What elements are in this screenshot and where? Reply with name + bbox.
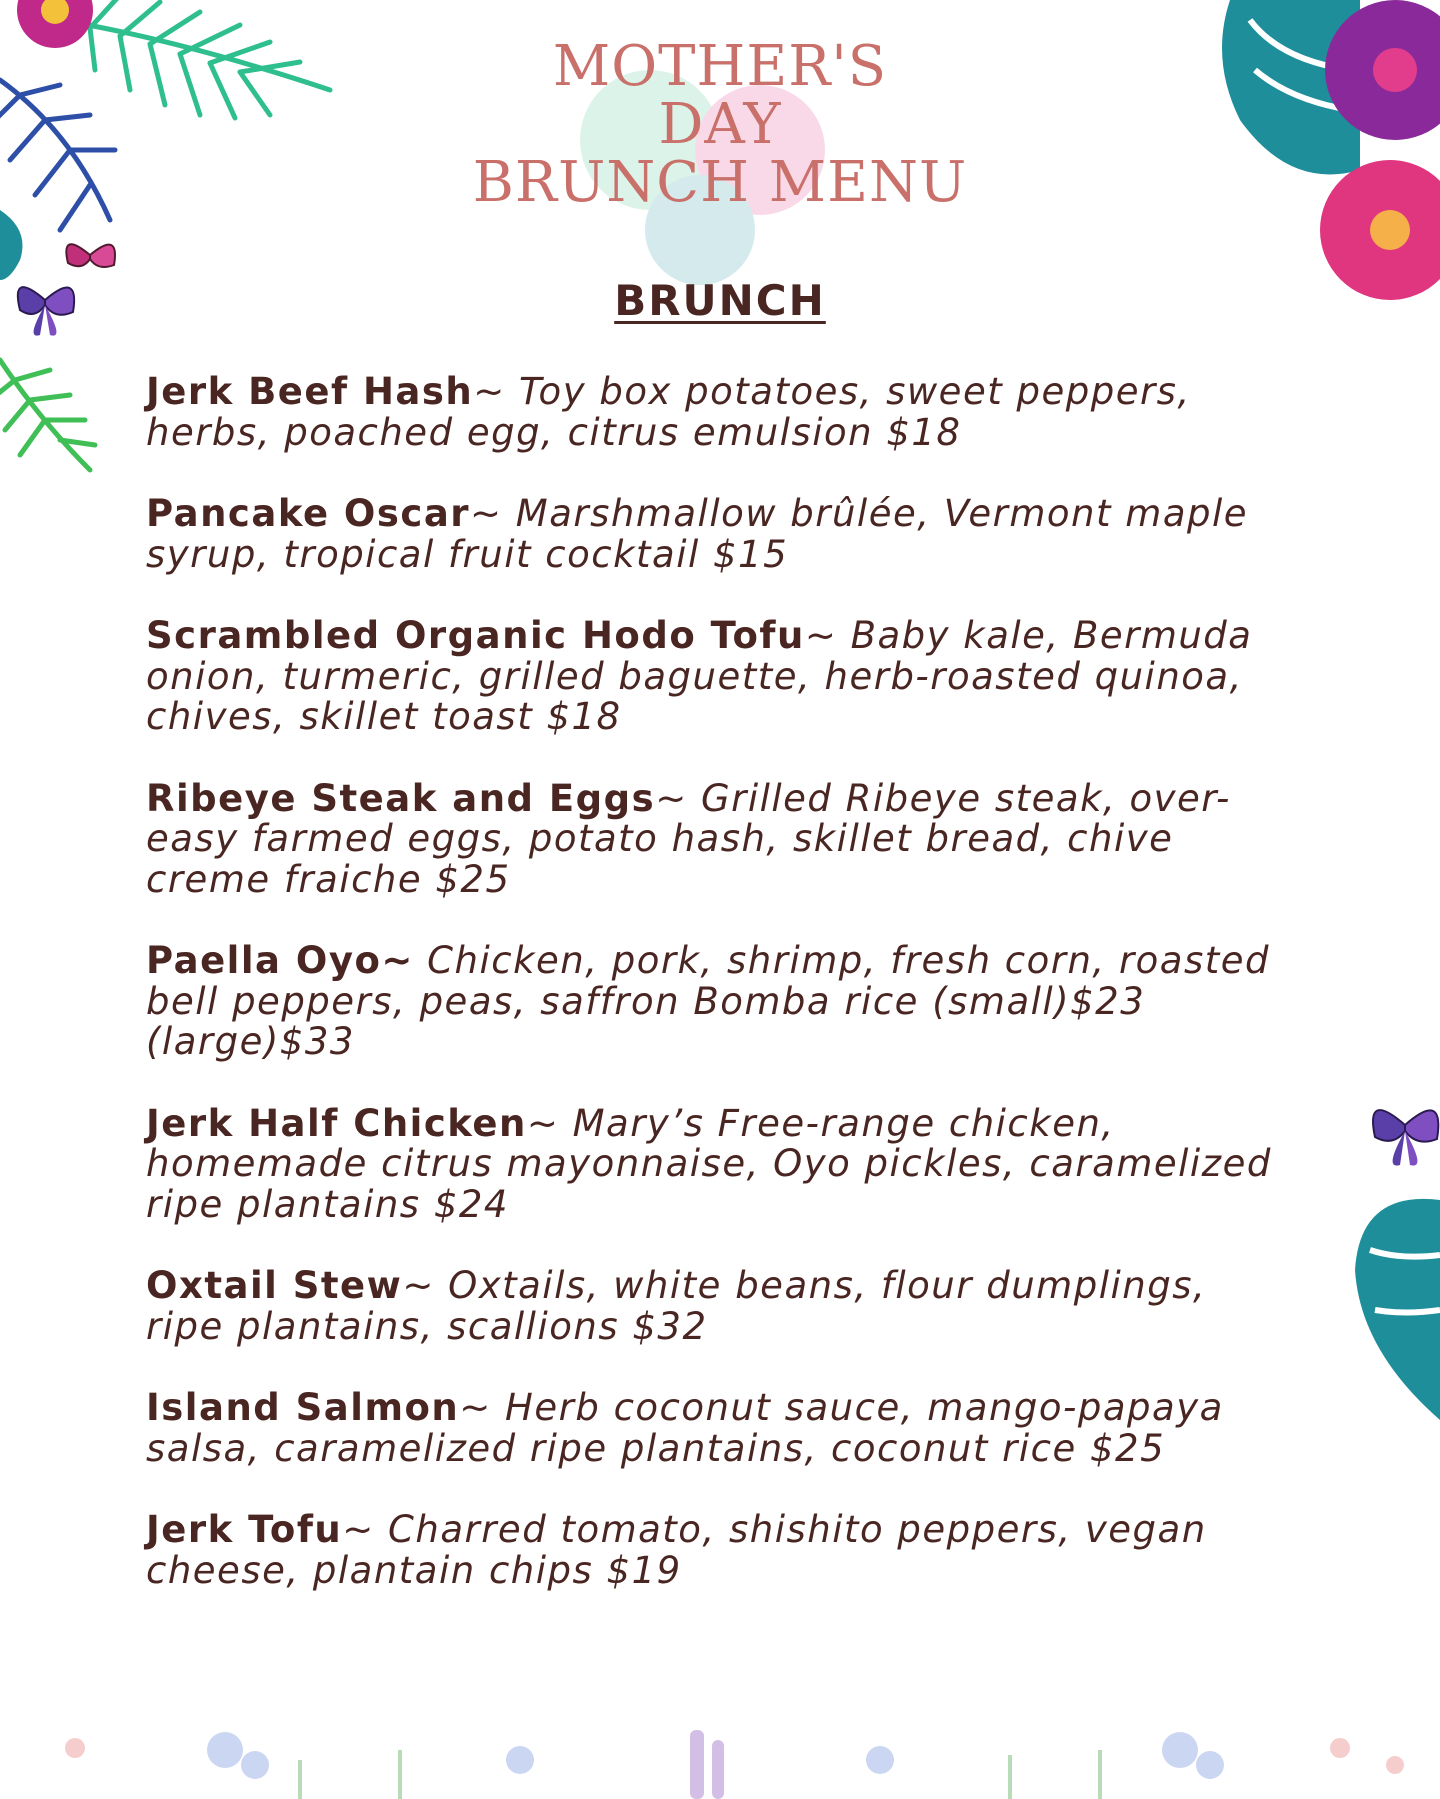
right-foliage <box>1350 1080 1440 1430</box>
menu-item-description: ~ Grilled Ribeye steak, over-easy farmed eggs, potato hash, skillet bread, chive creme fraiche $25 <box>146 776 1231 901</box>
menu-item-name: Jerk Half Chicken <box>146 1101 527 1145</box>
menu-item-description: ~ Herb coconut sauce, mango-papaya salsa, caramelized ripe plantains, coconut rice $25 <box>146 1386 1224 1470</box>
menu-title <box>0 34 1440 215</box>
menu-item-description: ~ Baby kale, Bermuda onion, turmeric, grilled baguette, herb-roasted quinoa, chives, skillet toast $18 <box>146 614 1253 738</box>
section-heading: BRUNCH <box>614 276 826 325</box>
menu-item-name: Pancake Oscar <box>146 492 471 535</box>
menu-item-name: Ribeye Steak and Eggs <box>146 776 656 820</box>
menu-item-name: Jerk Beef Hash <box>146 370 474 413</box>
menu-item <box>146 1388 1296 1469</box>
menu-item <box>146 776 1296 901</box>
menu-list <box>146 372 1296 1632</box>
menu-item <box>146 1510 1296 1591</box>
menu-item-description: ~ Toy box potatoes, sweet peppers, herbs, poached egg, citrus emulsion $18 <box>146 370 1191 454</box>
menu-item-name: Oxtail Stew <box>146 1264 403 1307</box>
menu-item-description: ~ Mary’s Free-range chicken, homemade citrus mayonnaise, Oyo pickles, caramelized ripe plantains $24 <box>146 1101 1272 1226</box>
monstera-leaf-icon <box>0 210 23 280</box>
butterfly-pink-icon <box>66 244 115 267</box>
wildflower-border <box>0 1720 1440 1799</box>
menu-item <box>146 372 1296 453</box>
menu-item-name: Jerk Tofu <box>146 1508 343 1551</box>
menu-item-name: Paella Oyo~ <box>146 939 414 982</box>
palm-leaf-small-icon <box>0 360 95 470</box>
menu-item-description: Chicken, pork, shrimp, fresh corn, roasted bell peppers, peas, saffron Bomba rice (small)$23 (large)$33 <box>146 939 1271 1063</box>
menu-item-name: Island Salmon <box>146 1386 460 1429</box>
menu-item-description: ~ Marshmallow brûlée, Vermont maple syrup, tropical fruit cocktail $15 <box>146 492 1249 576</box>
menu-title-line-3: BRUNCH MENU <box>472 150 968 215</box>
menu-item <box>146 1101 1296 1226</box>
butterfly-icon <box>1373 1110 1438 1166</box>
menu-item <box>146 1266 1296 1347</box>
menu-item <box>146 941 1296 1063</box>
menu-item <box>146 494 1296 575</box>
menu-title-line-2: DAY <box>658 92 782 157</box>
monstera-leaf-icon <box>1355 1199 1440 1420</box>
menu-title-line-1: MOTHER'S <box>552 34 888 99</box>
menu-item <box>146 616 1296 738</box>
menu-item-description: ~ Oxtails, white beans, flour dumplings, ripe plantains, scallions $32 <box>146 1264 1207 1348</box>
menu-item-name: Scrambled Organic Hodo Tofu <box>146 614 805 657</box>
menu-item-description: ~ Charred tomato, shishito peppers, vegan cheese, plantain chips $19 <box>146 1508 1207 1592</box>
